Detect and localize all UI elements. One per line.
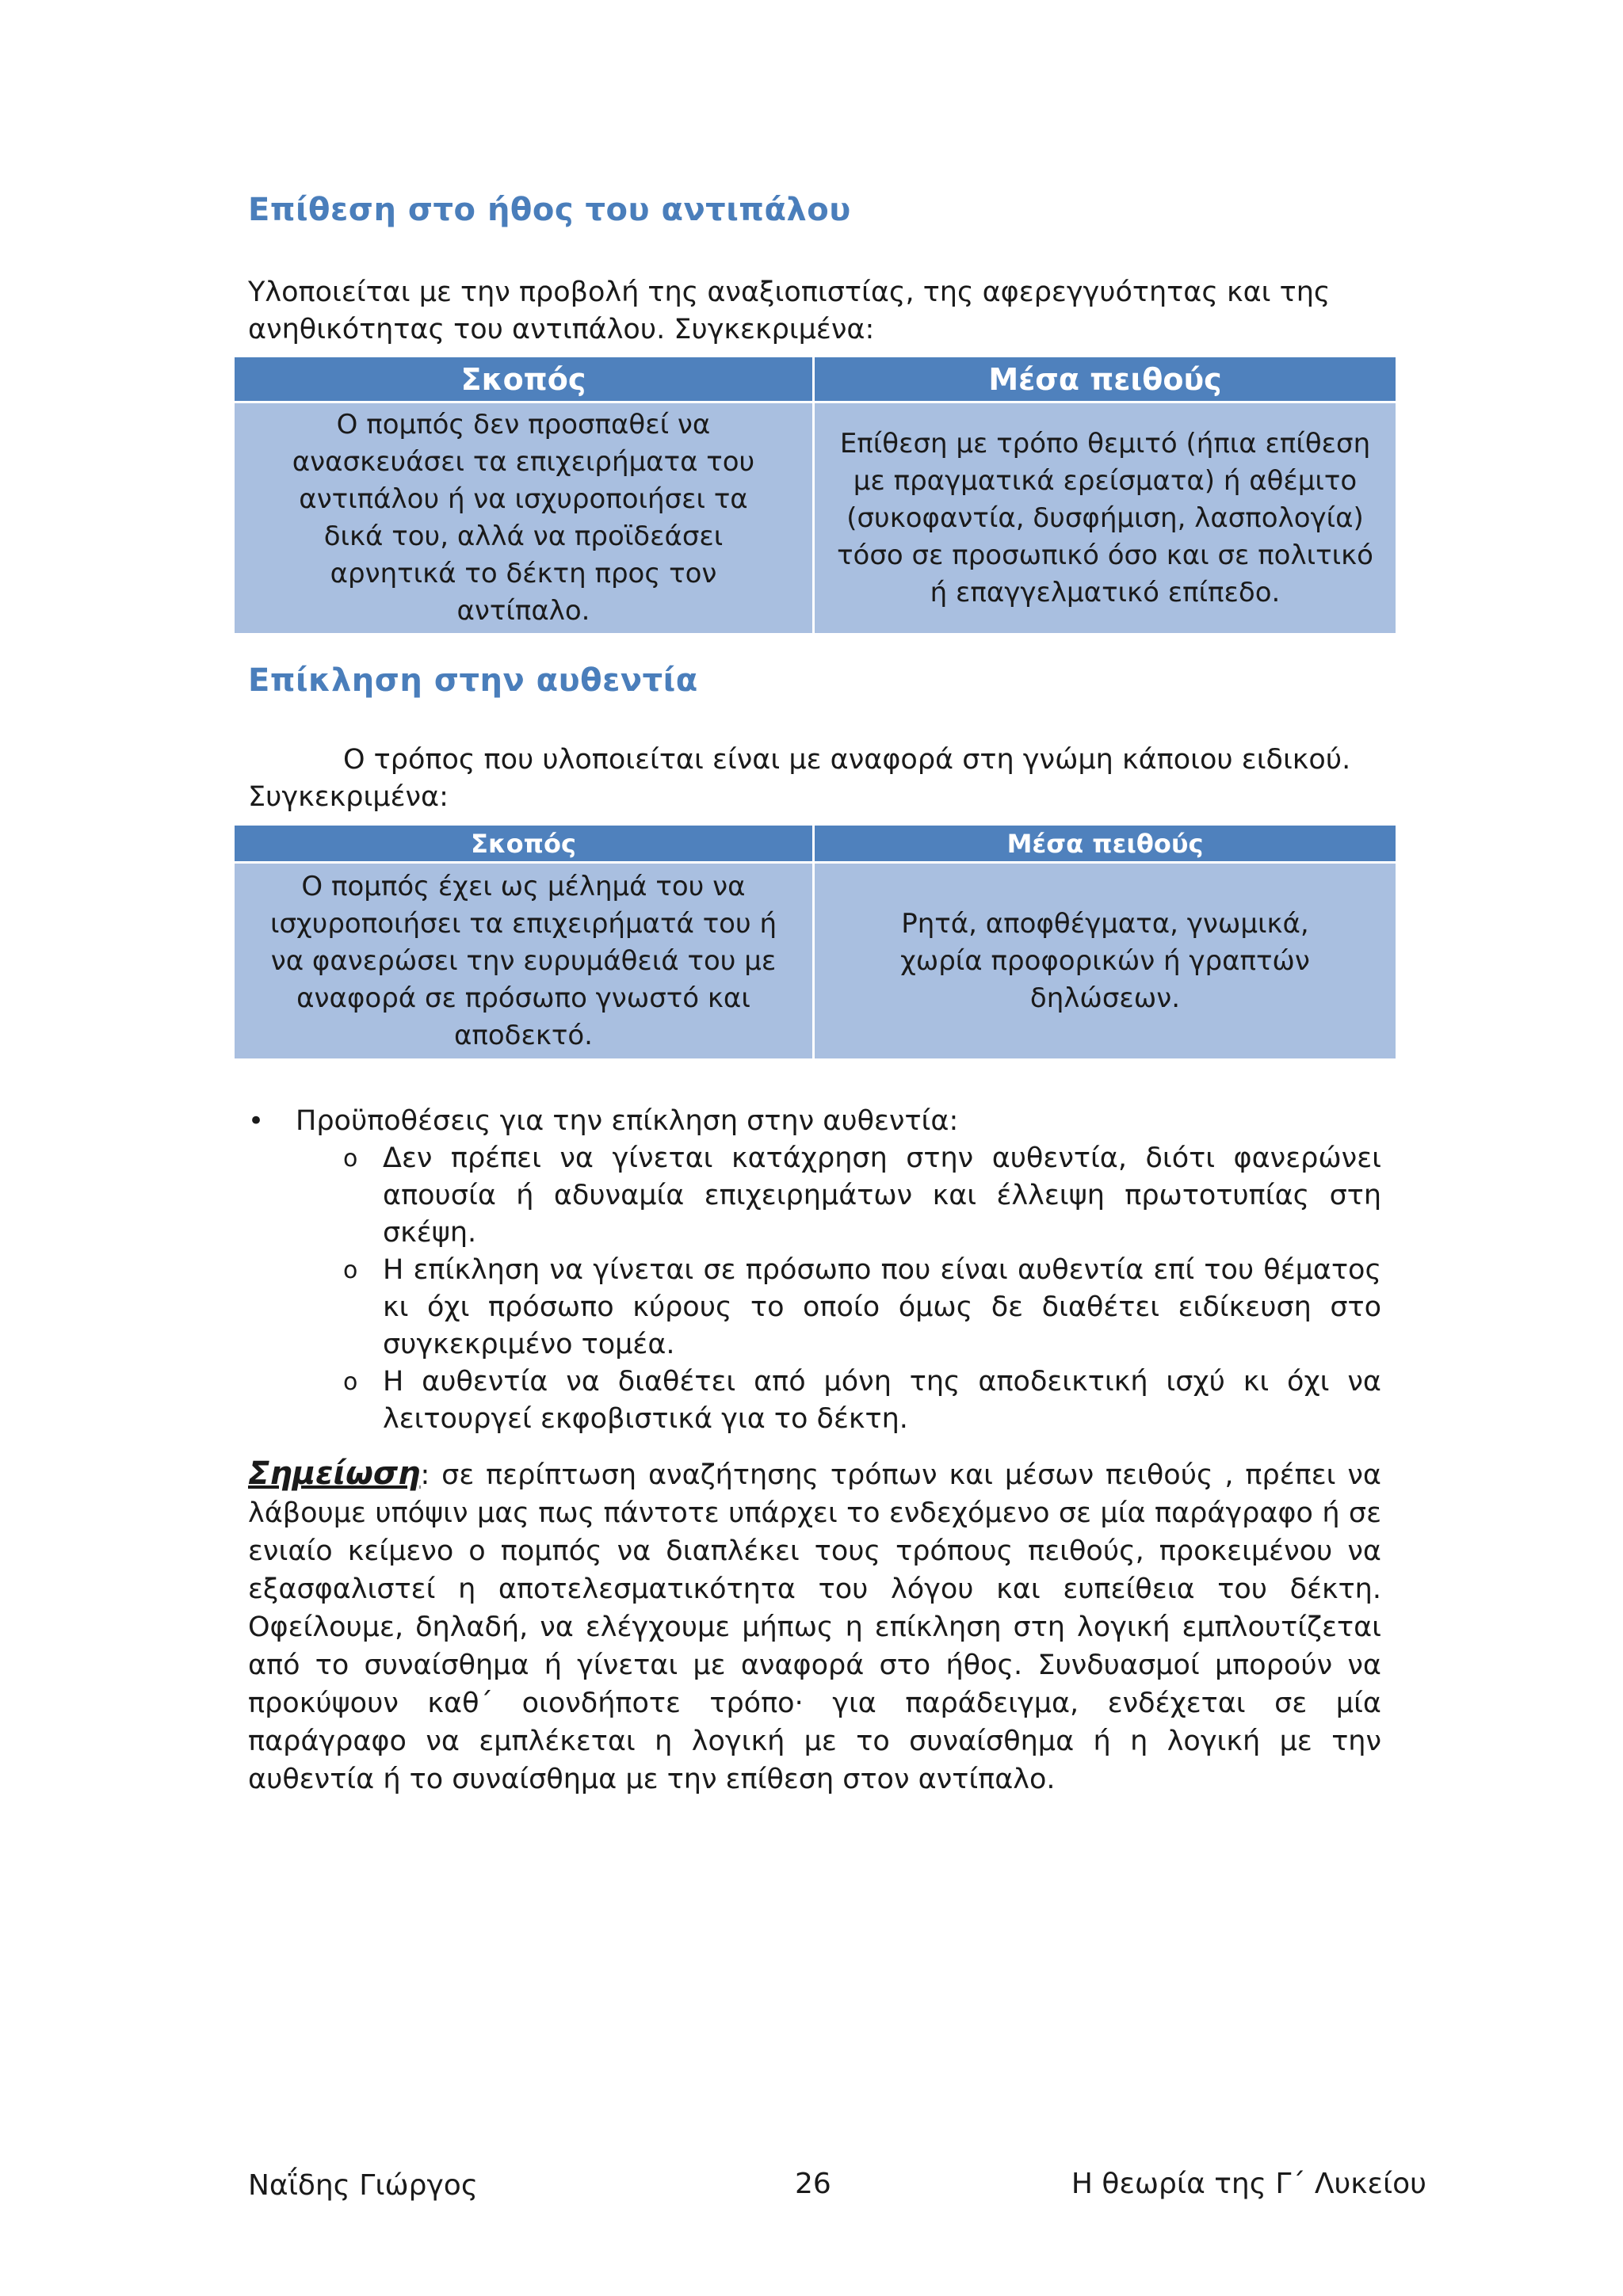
note-paragraph [248,1455,1381,1798]
table-header-means: Μέσα πειθούς [814,825,1397,863]
table-header-purpose: Σκοπός [234,357,814,402]
sub-list-item [343,1140,1381,1252]
intro-line: ανηθικότητας του αντιπάλου. Συγκεκριμένα: [248,314,875,345]
note-label: Σημείωση [248,1455,421,1492]
table-cell-purpose: Ο πομπός δεν προσπαθεί να ανασκευάσει τα επιχειρήματα του αντιπάλου ή να ισχυροποιήσει τα δικά του, αλλά να προϊδεάσει αρνητικά το δέκτη προς τον αντίπαλο. [234,402,814,635]
sub-marker: o [343,1257,358,1284]
ethos-table [232,355,1398,635]
section-intro-ethos [248,274,1381,349]
intro-line: Υλοποιείται με την προβολή της αναξιοπιστίας, της αφερεγγυότητας και της [248,277,1331,308]
sub-marker: o [343,1368,358,1396]
sub-list-item [343,1252,1381,1363]
intro-line: Ο τρόπος που υλοποιείται είναι με αναφορά στη γνώμη κάποιου ειδικού. [343,744,1351,776]
table-header-purpose: Σκοπός [234,825,814,863]
intro-line: Συγκεκριμένα: [248,781,449,813]
table-header-means: Μέσα πειθούς [814,357,1397,402]
sub-item-text: Η επίκληση να γίνεται σε πρόσωπο που είναι αυθεντία επί του θέματος κι όχι πρόσωπο κύρους το οποίο όμως δε διαθέτει ειδίκευση στο συγκεκριμένο τομέα. [383,1254,1381,1360]
authority-table [232,823,1398,1061]
section-intro-authority [248,742,1381,816]
table-cell-means: Ρητά, αποφθέγματα, γνωμικά, χωρία προφορικών ή γραπτών δηλώσεων. [814,863,1397,1060]
note-text: : σε περίπτωση αναζήτησης τρόπων και μέσων πειθούς , πρέπει να λάβουμε υπόψιν μας πως πάντοτε υπάρχει το ενδεχόμενο σε μία παράγραφο ή σε ενιαίο κείμενο ο πομπός να διαπλέκει τους τρόπους πειθούς, προκειμένου να εξασφαλιστεί η αποτελεσματικότητα του λόγου και ευπείθεια του δέκτη. Οφείλουμε, δηλαδή, να ελέγχουμε μήπως η επίκληση στη λογική εμπλουτίζεται από το συναίσθημα ή γίνεται με αναφορά στο ήθος. Συνδυασμοί μπορούν να προκύψουν καθ΄ οιονδήποτε τρόπο· για παράδειγμα, ενδέχεται σε μία παράγραφο να εμπλέκεται η λογική με το συναίσθημα ή η λογική με την αυθεντία ή το συναίσθημα με την επίθεση στον αντίπαλο. [248,1459,1381,1795]
bullet-text: Προϋποθέσεις για την επίκληση στην αυθεντία: [296,1105,959,1137]
section-heading-ethos: Επίθεση στο ήθος του αντιπάλου [248,192,851,228]
bullet-list [248,1103,1381,1438]
sub-list-item [343,1363,1381,1438]
bullet-marker: • [248,1105,265,1137]
sub-item-text: Η αυθεντία να διαθέτει από μόνη της αποδεικτική ισχύ κι όχι να λειτουργεί εκφοβιστικά για το δέκτη. [383,1366,1381,1435]
table-cell-means: Επίθεση με τρόπο θεμιτό (ήπια επίθεση με πραγματικά ερείσματα) ή αθέμιτο (συκοφαντία, δυσφήμιση, λασπολογία) τόσο σε προσωπικό όσο και σε πολιτικό ή επαγγελματικό επίπεδο. [814,402,1397,635]
bullet-item [248,1103,1381,1140]
sub-list [248,1140,1381,1438]
sub-item-text: Δεν πρέπει να γίνεται κατάχρηση στην αυθεντία, διότι φανερώνει απουσία ή αδυναμία επιχειρημάτων και έλλειψη πρωτοτυπίας στη σκέψη. [383,1142,1381,1249]
sub-marker: o [343,1145,358,1173]
section-heading-authority: Επίκληση στην αυθεντία [248,662,698,699]
footer-author: Ναΐδης Γιώργος [248,2169,478,2202]
footer-title: Η θεωρία της Γ΄ Λυκείου [1071,2168,1426,2200]
table-cell-purpose: Ο πομπός έχει ως μέλημά του να ισχυροποιήσει τα επιχειρήματά του ή να φανερώσει την ευρυμάθειά του με αναφορά σε πρόσωπο γνωστό και αποδεκτό. [234,863,814,1060]
footer-page-number: 26 [795,2168,831,2200]
